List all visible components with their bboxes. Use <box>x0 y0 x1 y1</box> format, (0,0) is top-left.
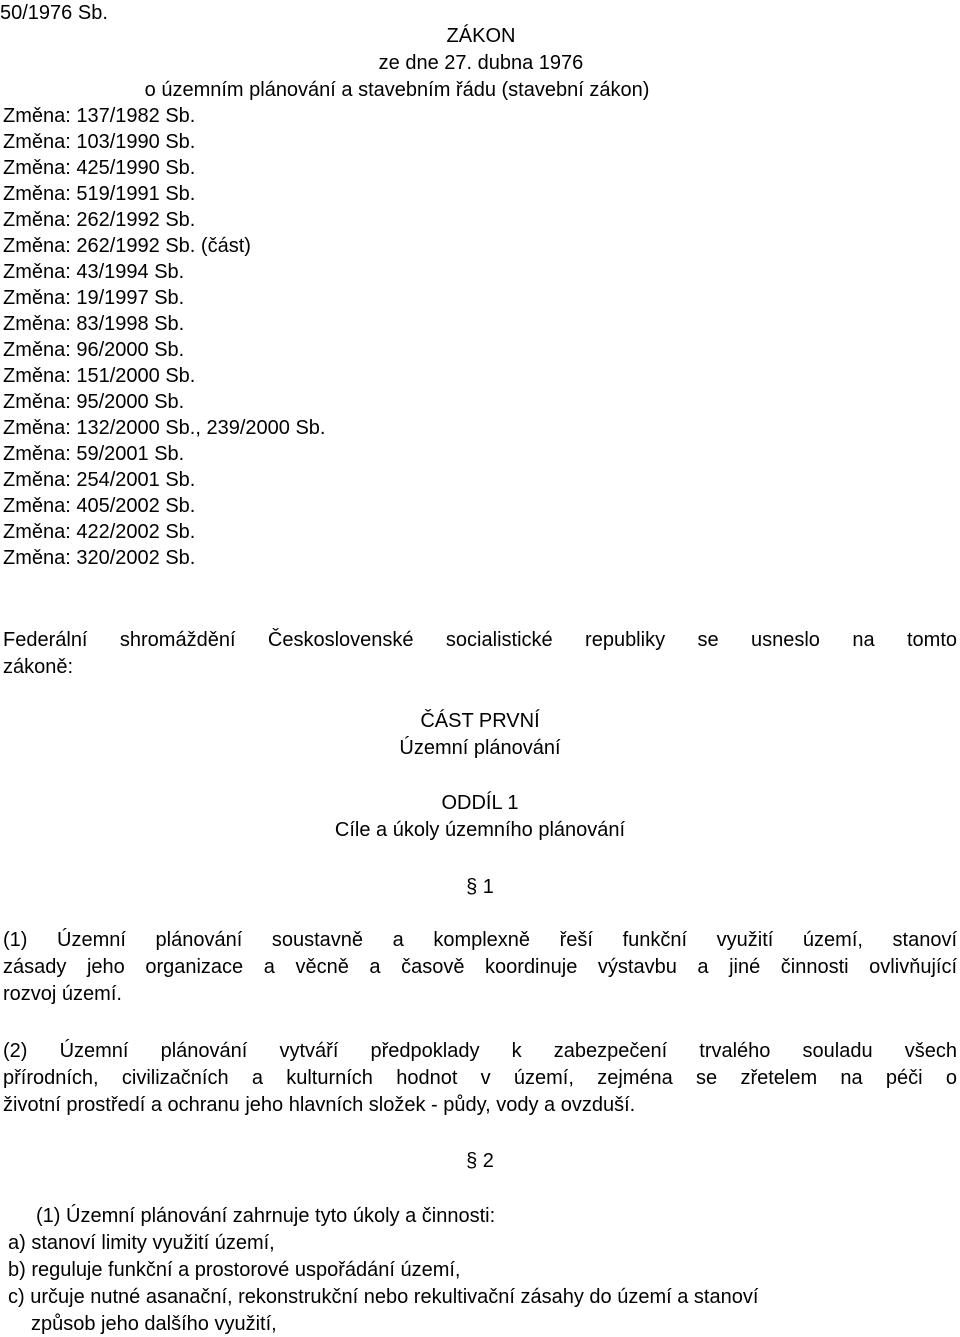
amendment-item: Změna: 422/2002 Sb. <box>3 521 196 543</box>
amendment-item: Změna: 320/2002 Sb. <box>3 547 196 569</box>
amendment-item: Změna: 19/1997 Sb. <box>3 287 185 309</box>
amendment-item: Změna: 95/2000 Sb. <box>3 391 185 413</box>
division-heading: ODDÍL 1 <box>441 792 519 814</box>
law-type-heading: ZÁKON <box>446 25 516 47</box>
amendment-item: Změna: 262/1992 Sb. <box>3 209 196 231</box>
preamble-line: zákoně: <box>3 656 74 678</box>
amendment-item: Změna: 151/2000 Sb. <box>3 365 196 387</box>
preamble-line: Federální shromáždění Československé socialistické republiky se usneslo na tomto <box>3 629 957 651</box>
list-item: způsob jeho dalšího využití, <box>31 1313 277 1335</box>
part-heading: ČÁST PRVNÍ <box>420 710 540 732</box>
amendment-item: Změna: 519/1991 Sb. <box>3 183 196 205</box>
paragraph-line: zásady jeho organizace a věcně a časově koordinuje výstavbu a jiné činnosti ovlivňující <box>3 956 957 978</box>
amendment-item: Změna: 405/2002 Sb. <box>3 495 196 517</box>
amendment-item: Změna: 43/1994 Sb. <box>3 261 185 283</box>
paragraph-line: (1) Územní plánování zahrnuje tyto úkoly a činnosti: <box>36 1205 496 1227</box>
document-number: 50/1976 Sb. <box>0 2 108 24</box>
amendment-item: Změna: 262/1992 Sb. (část) <box>3 235 251 257</box>
paragraph-line: (1) Územní plánování soustavně a komplexně řeší funkční využití území, stanoví <box>3 929 957 951</box>
amendment-item: Změna: 83/1998 Sb. <box>3 313 185 335</box>
section-mark: § 1 <box>466 876 494 898</box>
paragraph-line: přírodních, civilizačních a kulturních hodnot v území, zejména se zřetelem na péči o <box>3 1067 957 1089</box>
paragraph-line: rozvoj území. <box>3 983 122 1005</box>
list-item: c) určuje nutné asanační, rekonstrukční nebo rekultivační zásahy do území a stanoví <box>8 1286 759 1308</box>
paragraph-line: (2) Územní plánování vytváří předpoklady k zabezpečení trvalého souladu všech <box>3 1040 957 1062</box>
amendment-item: Změna: 425/1990 Sb. <box>3 157 196 179</box>
part-title: Územní plánování <box>399 737 561 759</box>
list-item: a) stanoví limity využití území, <box>8 1232 275 1254</box>
amendment-item: Změna: 96/2000 Sb. <box>3 339 185 361</box>
paragraph-line: životní prostředí a ochranu jeho hlavních složek - půdy, vody a ovzduší. <box>3 1094 636 1116</box>
amendment-item: Změna: 103/1990 Sb. <box>3 131 196 153</box>
amendment-item: Změna: 132/2000 Sb., 239/2000 Sb. <box>3 417 326 439</box>
amendment-item: Změna: 59/2001 Sb. <box>3 443 185 465</box>
law-date: ze dne 27. dubna 1976 <box>378 52 584 74</box>
amendment-item: Změna: 254/2001 Sb. <box>3 469 196 491</box>
amendment-item: Změna: 137/1982 Sb. <box>3 105 196 127</box>
amendments-list <box>3 103 403 571</box>
section-mark: § 2 <box>466 1150 494 1172</box>
law-subject: o územním plánování a stavebním řádu (stavební zákon) <box>144 79 650 101</box>
division-title: Cíle a úkoly územního plánování <box>334 819 626 841</box>
list-item: b) reguluje funkční a prostorové uspořádání území, <box>8 1259 461 1281</box>
